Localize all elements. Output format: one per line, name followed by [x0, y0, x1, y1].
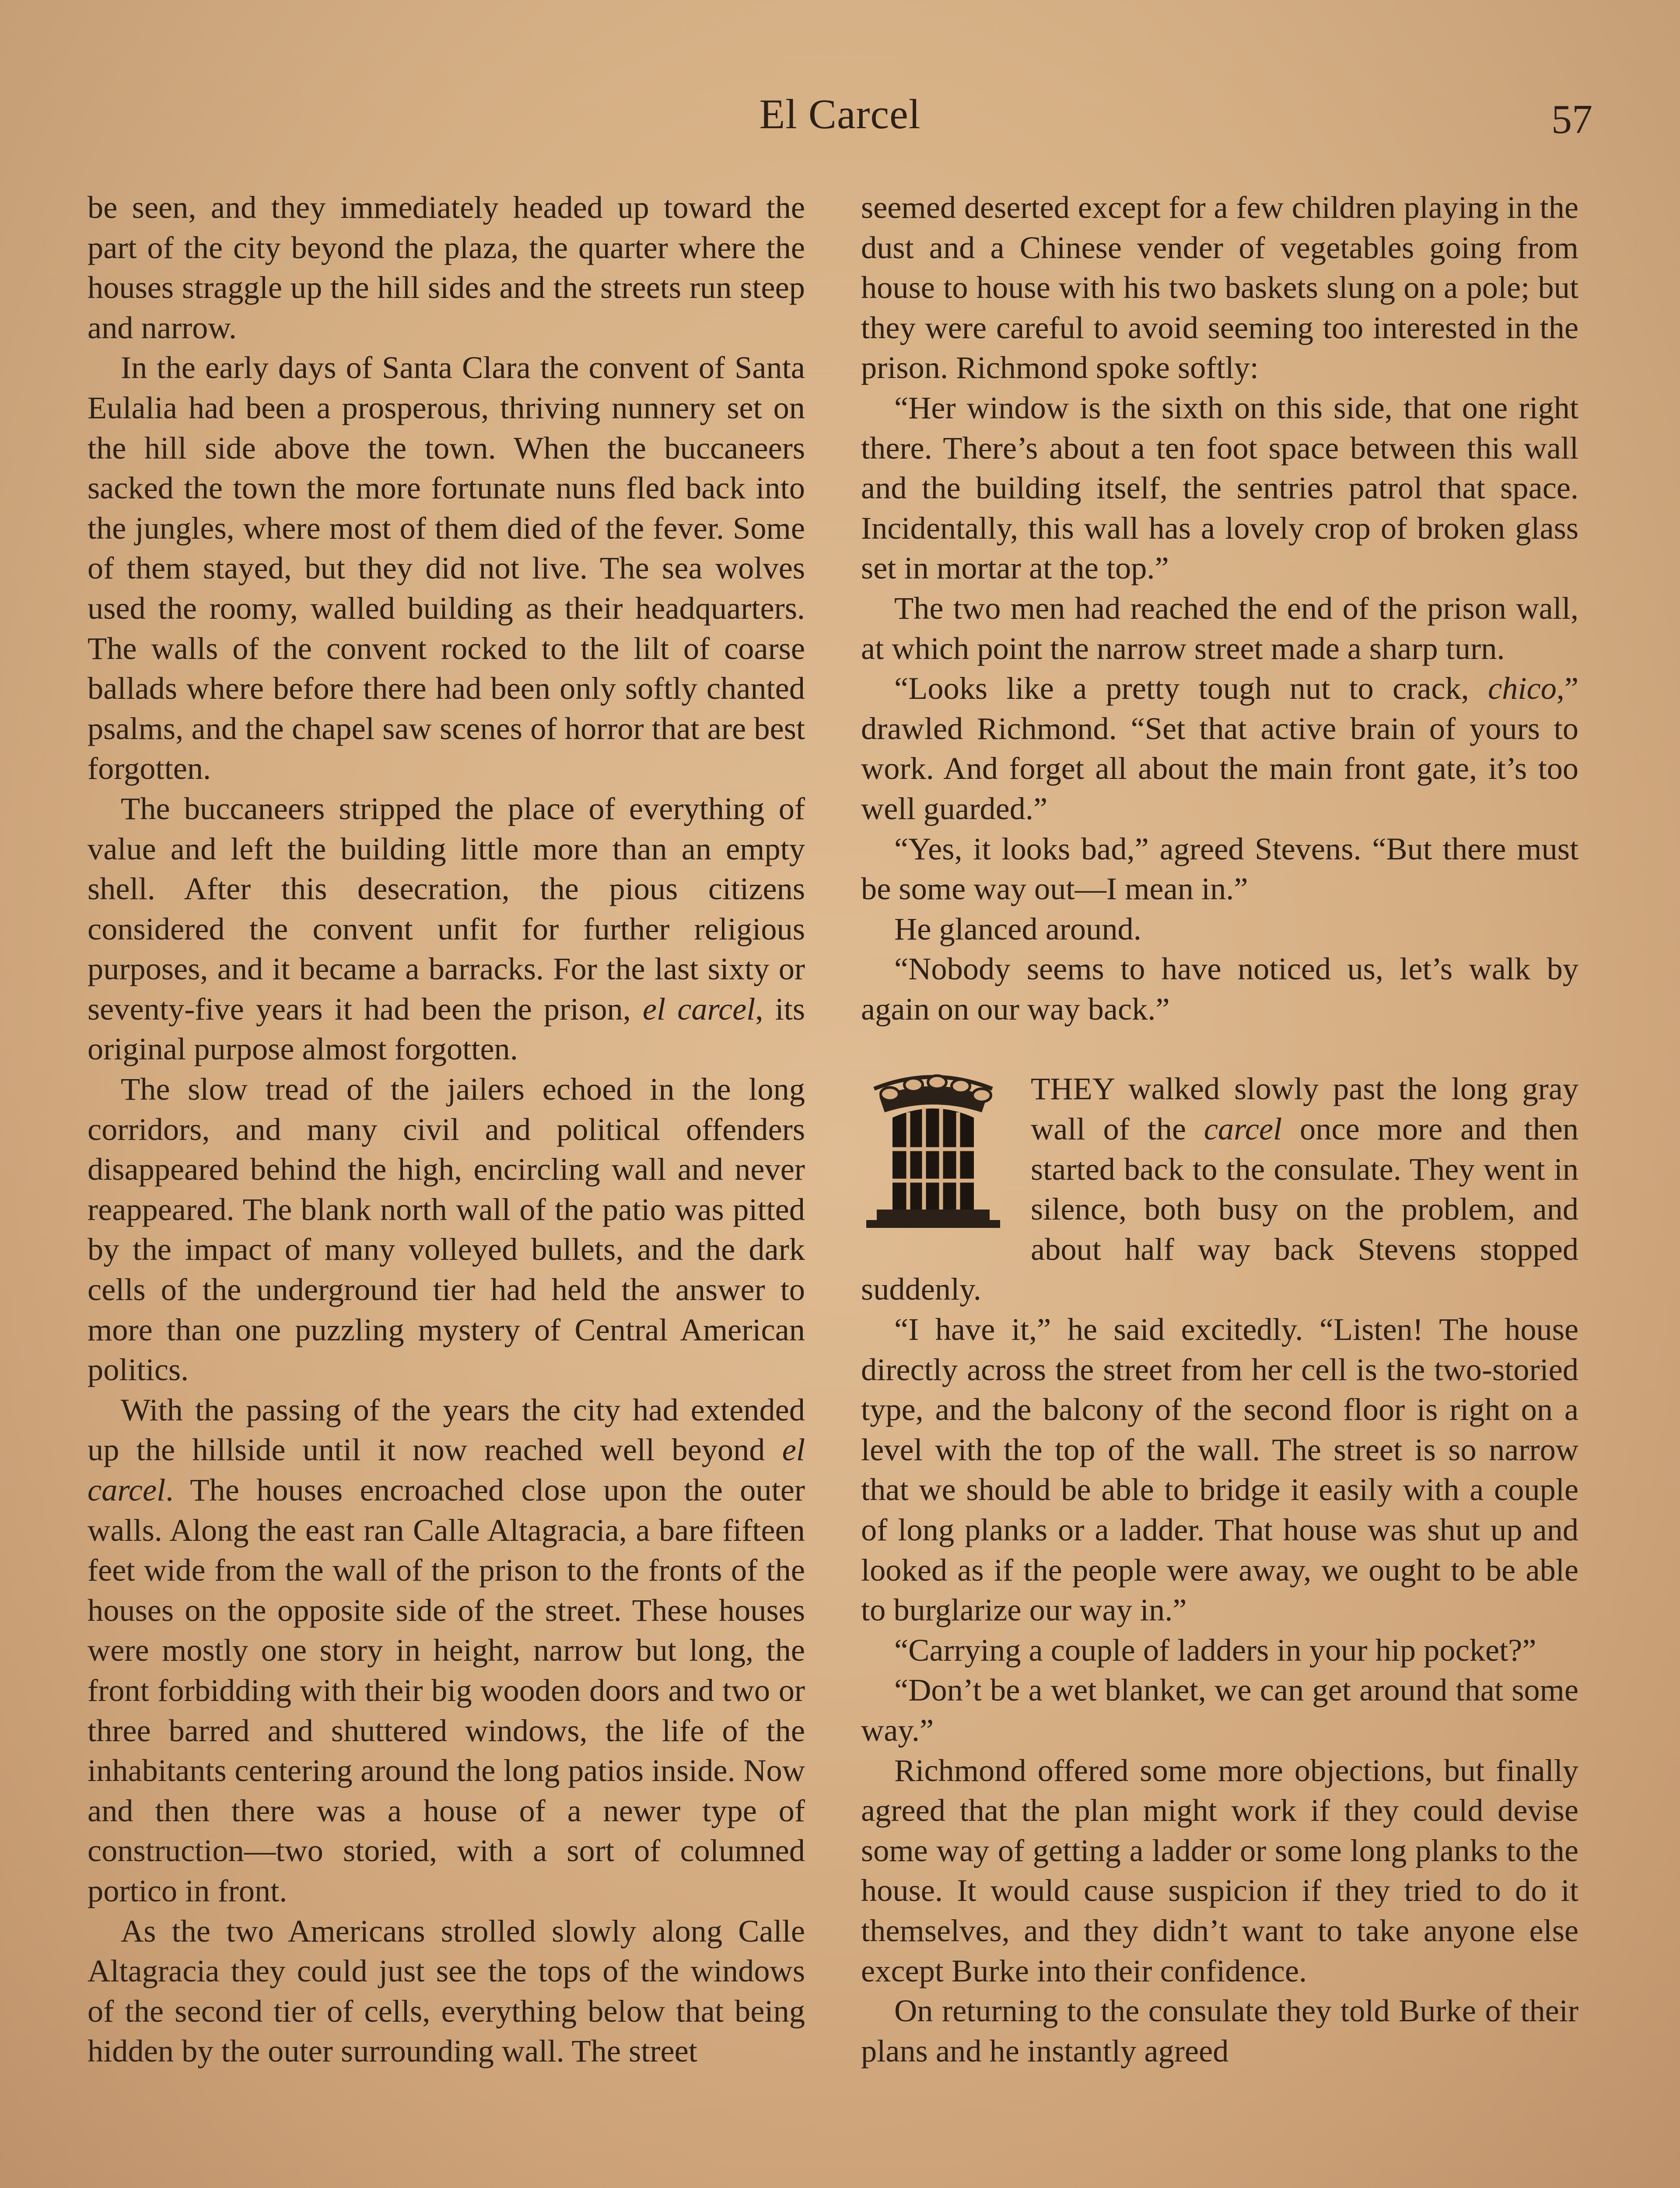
- paragraph: He glanced around.: [894, 911, 1141, 947]
- left-column: [88, 187, 805, 2071]
- paragraph: In the early days of Santa Clara the convent of Santa Eulalia had been a prosperous, thriving nunnery set on the hill side above the town. When the buccaneers sacked the town the more fortunate nuns fled back into the jungles, where most of them died of the fever. Some of them stayed, but they did not live. The sea wolves used the roomy, walled building as their headquarters. The walls of the convent rocked to the lilt of coarse ballads where before there had been only softly chanted psalms, and the chapel saw scenes of horror that are best forgotten.: [88, 350, 805, 786]
- right-column: [861, 187, 1578, 2071]
- paragraph: On returning to the consulate they told Burke of their plans and he instantly agreed: [861, 1993, 1578, 2069]
- paragraph: The buccaneers stripped the place of everything of value and left the building little more than an empty shell. After this desecration, the pious citizens considered the convent unfit for further religious purposes, and it became a barracks. For the last sixty or seventy-five years it had been the prison, el carcel, its original purpose almost forgotten.: [88, 790, 805, 1067]
- running-title: El Carcel: [759, 91, 921, 137]
- barred-window-icon: [861, 1073, 1022, 1246]
- paragraph: With the passing of the years the city had extended up the hillside until it now reached well beyond el carcel. The houses encroached close upon the outer walls. Along the east ran Calle Altagracia, a bare fifteen feet wide from the wall of the prison to the fronts of the houses on the opposite side of the street. These houses were mostly one story in height, narrow but long, the front forbidding with their big wooden doors and two or three barred and shuttered windows, the life of the inhabitants centering around the long patios inside. Now and then there was a house of a newer type of construction—two storied, with a sort of columned portico in front.: [88, 1392, 805, 1908]
- paragraph: “Carrying a couple of ladders in your hip pocket?”: [894, 1632, 1536, 1668]
- paragraph: “Nobody seems to have noticed us, let’s walk by again on our way back.”: [861, 951, 1578, 1027]
- paragraph: be seen, and they immediately headed up toward the part of the city beyond the plaza, the quarter where the houses straggle up the hill sides and the streets run steep and narrow.: [88, 189, 805, 345]
- paragraph: Richmond offered some more objections, but finally agreed that the plan might work if they could devise some way of getting a ladder or some long planks to the house. It would cause suspicion if they tried to do it themselves, and they didn’t want to take anyone else except Burke into their confidence.: [861, 1752, 1578, 1988]
- paragraph: “Looks like a pretty tough nut to crack, chico,” drawled Richmond. “Set that active brain of yours to work. And forget all about the main front gate, it’s too well guarded.”: [861, 670, 1578, 826]
- right-column-bottom-text: [861, 1309, 1578, 2071]
- section-break-text: THEY walked slowly past the long gray wall of the carcel once more and then started back to the consulate. They went in silence, both busy on the problem, and about half way back Stevens stopped suddenly.: [861, 1071, 1579, 1307]
- paragraph: The slow tread of the jailers echoed in the long corridors, and many civil and political offenders disappeared behind the high, encircling wall and never reappeared. The blank north wall of the patio was pitted by the impact of many volleyed bullets, and the dark cells of the underground tier had held the answer to more than one puzzling mystery of Central American politics.: [88, 1071, 805, 1388]
- page-header: [0, 90, 1680, 151]
- section-break-paragraph: [861, 1069, 1578, 1309]
- right-column-top-text: [861, 187, 1578, 1029]
- paragraph: “Don’t be a wet blanket, we can get around that some way.”: [861, 1672, 1578, 1748]
- paragraph: The two men had reached the end of the prison wall, at which point the narrow street made a sharp turn.: [861, 590, 1578, 666]
- paragraph: “I have it,” he said excitedly. “Listen! The house directly across the street from her cell is the two-storied type, and the balcony of the second floor is right on a level with the top of the wall. The street is so narrow that we should be able to bridge it easily with a couple of long planks or a ladder. That house was shut up and looked as if the people were away, we ought to be able to burglarize our way in.”: [861, 1311, 1578, 1628]
- paragraph: “Yes, it looks bad,” agreed Stevens. “But there must be some way out—I mean in.”: [861, 831, 1578, 907]
- paragraph: seemed deserted except for a few children playing in the dust and a Chinese vender of vegetables going from house to house with his two baskets slung on a pole; but they were careful to avoid seeming too interested in the prison. Richmond spoke softly:: [861, 189, 1578, 386]
- page-number: 57: [1551, 97, 1592, 142]
- paragraph: “Her window is the sixth on this side, that one right there. There’s about a ten foot space between this wall and the building itself, the sentries patrol that space. Incidentally, this wall has a lovely crop of broken glass set in mortar at the top.”: [861, 389, 1578, 586]
- paragraph: As the two Americans strolled slowly along Calle Altagracia they could just see the tops of the windows of the second tier of cells, everything below that being hidden by the outer surrounding wall. The street: [88, 1913, 805, 2069]
